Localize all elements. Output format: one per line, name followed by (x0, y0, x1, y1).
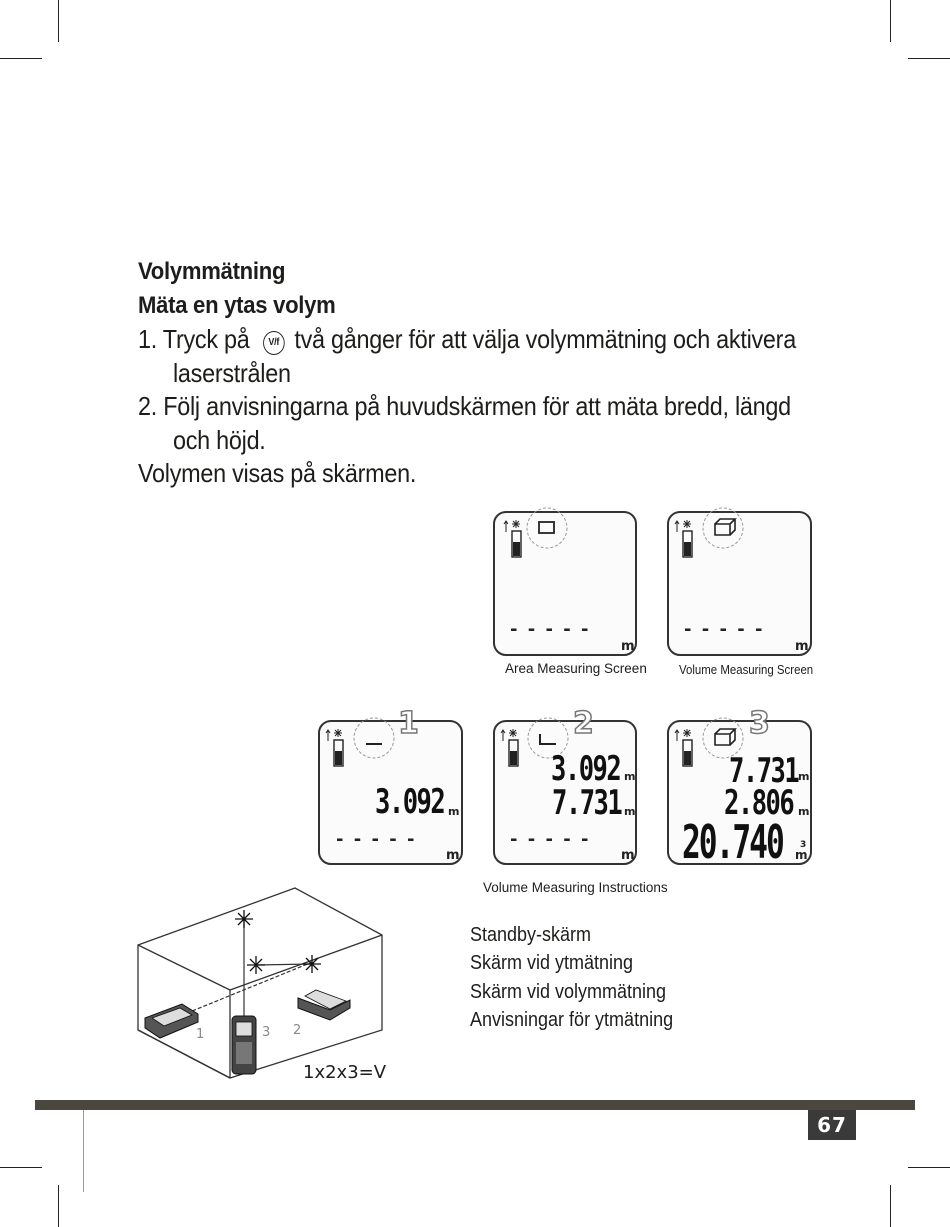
lcd-placeholder: - - - - - (510, 829, 591, 850)
laser-lines (170, 920, 312, 1020)
crop-mark (908, 1167, 950, 1168)
legend-item: Standby-skärm (470, 924, 592, 946)
step-badge: 2 (573, 706, 594, 741)
lcd-unit: m (795, 639, 809, 654)
step-1 (138, 324, 796, 355)
lcd-placeholder: - - - - - (510, 619, 591, 640)
crop-mark (908, 58, 950, 59)
lcd-placeholder: - - - - - (684, 619, 765, 640)
distance-meter-device (145, 1004, 198, 1038)
crop-mark (58, 1185, 59, 1227)
lcd-unit: m (624, 805, 636, 818)
room-measurement-illustration (130, 880, 400, 1090)
measurement-label: 3 (262, 1025, 271, 1040)
lcd-value: 7.731 (552, 783, 622, 824)
lcd-unit: m (446, 848, 460, 863)
lcd-unit: m (798, 805, 810, 818)
volume-function-button-icon: V/f (263, 331, 285, 355)
instruction-screen-1 (319, 706, 462, 864)
step-2-continuation: och höjd. (173, 425, 266, 455)
lcd-volume-value: 20.740 (682, 815, 783, 870)
lcd-unit: m (798, 770, 810, 783)
step-badge: 1 (398, 706, 419, 741)
instruction-screen-2 (494, 706, 636, 864)
area-measuring-screen (494, 508, 636, 655)
lcd-placeholder: - - - - - (336, 829, 417, 850)
lcd-unit: m (448, 805, 460, 818)
legend-item: Skärm vid volymmätning (470, 981, 667, 1003)
result-text: Volymen visas på skärmen. (138, 458, 417, 488)
lcd-value: 3.092 (551, 749, 621, 790)
crop-mark (890, 0, 891, 42)
distance-meter-device (232, 1016, 256, 1074)
step-2 (138, 391, 791, 422)
legend-item: Anvisningar för ytmätning (470, 1009, 674, 1031)
lcd-unit-exponent: 3 (800, 840, 807, 850)
crop-mark (890, 1185, 891, 1227)
measurement-label: 2 (293, 1023, 302, 1038)
legend-item: Skärm vid ytmätning (470, 952, 634, 974)
instructions-caption: Volume Measuring Instructions (483, 880, 668, 895)
area-screen-caption: Area Measuring Screen (505, 661, 647, 676)
lcd-value: 3.092 (375, 782, 445, 823)
section-heading: Volymmätning (138, 258, 286, 285)
step-text: två gånger för att välja volymmätning och aktivera (294, 324, 796, 354)
lcd-screens-figure (0, 500, 950, 900)
lcd-unit: m (621, 639, 635, 654)
lcd-unit: m (624, 770, 636, 783)
crop-mark (58, 0, 59, 42)
footer-bar (35, 1100, 915, 1110)
step-number: 2. (138, 391, 157, 421)
lcd-value: 7.731 (729, 751, 799, 792)
step-text: Följ anvisningarna på huvudskärmen för att mäta bredd, längd (163, 391, 791, 421)
volume-measuring-screen (668, 508, 811, 655)
lcd-unit: m (795, 848, 808, 862)
step-text: Tryck på (162, 324, 250, 354)
volume-screen-caption: Volume Measuring Screen (679, 662, 814, 677)
instruction-screen-3 (668, 706, 811, 870)
lcd-value: 2.806 (724, 783, 794, 824)
crop-mark (0, 1167, 42, 1168)
margin-line (83, 1108, 84, 1192)
crop-mark (0, 58, 42, 59)
step-badge: 3 (749, 706, 770, 741)
measurement-label: 1 (196, 1027, 205, 1042)
page-number: 67 (808, 1110, 856, 1140)
step-1-continuation: laserstrålen (173, 358, 291, 388)
lcd-unit: m (621, 848, 635, 863)
distance-meter-device (298, 990, 350, 1020)
subsection-heading: Mäta en ytas volym (138, 292, 336, 319)
volume-formula: 1x2x3=V (303, 1062, 387, 1083)
step-number: 1. (138, 324, 157, 354)
